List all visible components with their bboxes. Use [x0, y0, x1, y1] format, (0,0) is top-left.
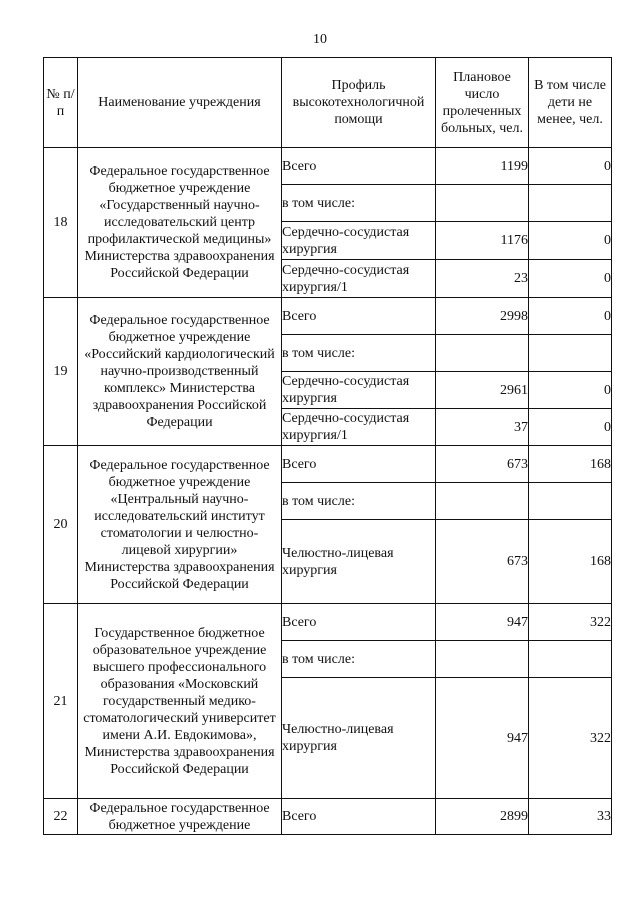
children-cell: 322: [529, 604, 612, 641]
children-cell: [529, 335, 612, 372]
table-row: [44, 148, 612, 185]
profile-cell: в том числе:: [282, 185, 436, 222]
profile-cell: Сердечно-сосудистая хирургия: [282, 222, 436, 260]
profile-cell: в том числе:: [282, 483, 436, 520]
children-cell: [529, 641, 612, 678]
profile-cell: в том числе:: [282, 641, 436, 678]
profile-cell: Всего: [282, 298, 436, 335]
table-row: [44, 446, 612, 483]
header-profile: Профиль высокотехнологичной помощи: [282, 58, 436, 148]
children-cell: [529, 483, 612, 520]
planned-cell: [436, 641, 529, 678]
profile-cell: Всего: [282, 148, 436, 185]
planned-cell: [436, 335, 529, 372]
row-number: 22: [44, 799, 78, 835]
hospital-plan-table: [43, 57, 612, 835]
header-planned: Плановое число пролеченных больных, чел.: [436, 58, 529, 148]
planned-cell: 673: [436, 446, 529, 483]
planned-cell: 947: [436, 604, 529, 641]
table-row: [44, 799, 612, 835]
profile-cell: Всего: [282, 604, 436, 641]
table-row: [44, 298, 612, 335]
children-cell: [529, 185, 612, 222]
header-children: В том числе дети не менее, чел.: [529, 58, 612, 148]
profile-cell: в том числе:: [282, 335, 436, 372]
children-cell: 33: [529, 799, 612, 835]
profile-cell: Сердечно-сосудистая хирургия/1: [282, 260, 436, 298]
institution-name: Федеральное государственное бюджетное учреждение «Российский кардиологический научно-производственный комплекс» Министерства здравоохранения Российской Федерации: [78, 298, 282, 446]
header-name: Наименование учреждения: [78, 58, 282, 148]
profile-cell: Всего: [282, 446, 436, 483]
institution-name: Федеральное государственное бюджетное учреждение «Государственный научно-исследовательский центр профилактической медицины» Министерства здравоохранения Российской Федерации: [78, 148, 282, 298]
planned-cell: 673: [436, 520, 529, 604]
row-number: 18: [44, 148, 78, 298]
institution-name: Федеральное государственное бюджетное учреждение: [78, 799, 282, 835]
children-cell: 0: [529, 148, 612, 185]
profile-cell: Челюстно-лицевая хирургия: [282, 520, 436, 604]
children-cell: 0: [529, 409, 612, 446]
table-header-row: [44, 58, 612, 148]
children-cell: 322: [529, 678, 612, 799]
planned-cell: 23: [436, 260, 529, 298]
profile-cell: Сердечно-сосудистая хирургия: [282, 372, 436, 409]
planned-cell: 1199: [436, 148, 529, 185]
profile-cell: Всего: [282, 799, 436, 835]
table-row: [44, 604, 612, 641]
children-cell: 168: [529, 446, 612, 483]
header-num: № п/п: [44, 58, 78, 148]
planned-cell: 2961: [436, 372, 529, 409]
children-cell: 0: [529, 372, 612, 409]
profile-cell: Челюстно-лицевая хирургия: [282, 678, 436, 799]
planned-cell: 2998: [436, 298, 529, 335]
planned-cell: 37: [436, 409, 529, 446]
institution-name: Государственное бюджетное образовательное учреждение высшего профессионального образования «Московский государственный медико-стоматологический университет имени А.И. Евдокимова», Министерства здравоохранения Российской Федерации: [78, 604, 282, 799]
row-number: 20: [44, 446, 78, 604]
row-number: 19: [44, 298, 78, 446]
row-number: 21: [44, 604, 78, 799]
children-cell: 0: [529, 298, 612, 335]
profile-cell: Сердечно-сосудистая хирургия/1: [282, 409, 436, 446]
page-number: 10: [313, 32, 327, 47]
planned-cell: 1176: [436, 222, 529, 260]
children-cell: 0: [529, 222, 612, 260]
children-cell: 168: [529, 520, 612, 604]
planned-cell: [436, 483, 529, 520]
planned-cell: [436, 185, 529, 222]
children-cell: 0: [529, 260, 612, 298]
institution-name: Федеральное государственное бюджетное учреждение «Центральный научно-исследовательский институт стоматологии и челюстно-лицевой хирургии» Министерства здравоохранения Российской Федерации: [78, 446, 282, 604]
planned-cell: 2899: [436, 799, 529, 835]
planned-cell: 947: [436, 678, 529, 799]
